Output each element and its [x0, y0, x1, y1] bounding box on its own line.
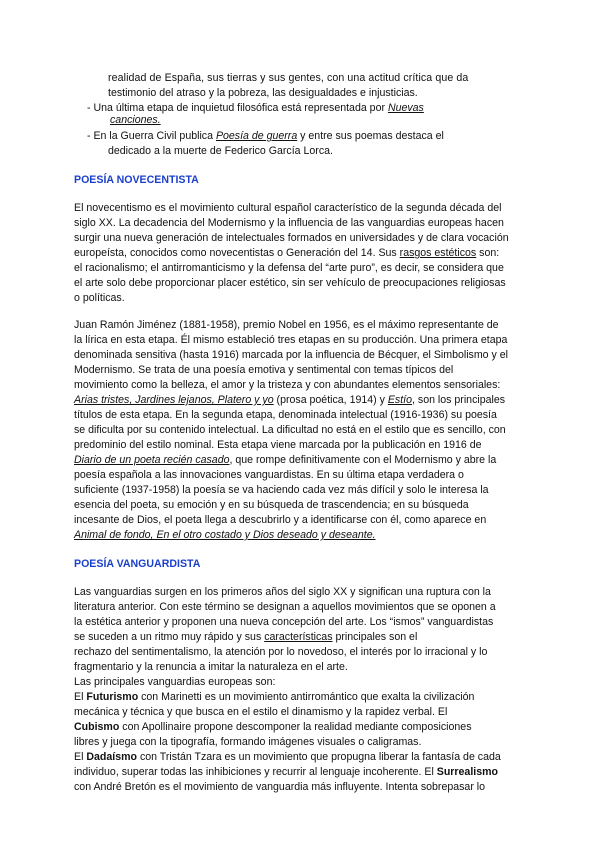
- book-title-continuation: canciones.: [110, 114, 161, 126]
- term-surrealismo: Surrealismo: [436, 766, 498, 778]
- s2p1-line: [74, 750, 501, 764]
- text-run: se suceden a un ritmo muy rápido y sus: [74, 631, 265, 643]
- text-run: literatura anterior. Con este término se designan a aquellos movimientos que se oponen a: [74, 601, 496, 613]
- text-run: mecánica y técnica y que busca en el estilo el dinamismo y la rapidez verbal. El: [74, 706, 448, 718]
- s1p1-line: [74, 291, 125, 305]
- text-run: la estética anterior y proponen una nueva concepción del arte. Los “ismos” vanguardistas: [74, 616, 494, 628]
- text-run: con Apollinaire propone descomponer la realidad mediante composiciones: [119, 721, 472, 733]
- text-run: (prosa poética, 1914) y: [273, 394, 388, 406]
- text-run: movimiento como la belleza, el amor y la tristeza y con abundantes elementos sensoriales:: [74, 379, 501, 391]
- underlined-term-rasgos: rasgos estéticos: [399, 247, 477, 259]
- term-dadaismo: Dadaísmo: [86, 751, 138, 763]
- intro-line-1: [108, 71, 518, 85]
- text-run: son:: [476, 247, 500, 259]
- text-run: el arte solo debe proporcionar placer estético, sin ser vehículo de preocupaciones religiosas: [74, 277, 506, 289]
- s1p2-line: [74, 483, 489, 497]
- book-title-estio: Estío: [387, 394, 413, 406]
- term-futurismo: Futurismo: [86, 691, 139, 703]
- text-run: libres y juega con la tipografía, formando imágenes visuales o caligramas.: [74, 736, 422, 748]
- text-run: suficiente (1937-1958) la poesía se va haciendo cada vez más difícil y solo le interesa la: [74, 484, 489, 496]
- text-run: con André Bretón es el movimiento de vanguardia más influyente. Intenta sobrepasar lo: [74, 781, 486, 793]
- s1p2-line: [74, 438, 482, 452]
- text-run: la lírica en esta etapa. Él mismo estableció tres etapas en su producción. Una primera etapa: [74, 334, 508, 346]
- term-cubismo: Cubismo: [74, 721, 120, 733]
- intro-line-6: [108, 144, 333, 158]
- text-run: europeísta, conocidos como novecentistas o Generación del 14. Sus: [74, 247, 400, 259]
- s1p2-line: [74, 423, 506, 437]
- text-run: surgir una nueva generación de intelectuales formados en universidades y de clara vocación: [74, 232, 509, 244]
- s2p1-line: [74, 675, 275, 689]
- text-run: y entre sus poemas destaca el: [297, 130, 444, 142]
- text-run: Las vanguardias surgen en los primeros años del siglo XX y significan una ruptura con la: [74, 586, 491, 598]
- s1p2-line: [74, 348, 508, 362]
- text-run: se dificulta por su contenido intelectual. La dificultad no está en el estilo que es sencillo, con: [74, 424, 506, 436]
- text-run: siglo XX. La decadencia del Modernismo y la influencia de las vanguardias europeas hacen: [74, 217, 504, 229]
- text-run: - Una última etapa de inquietud filosófica está representada por: [87, 102, 388, 114]
- s2p1-line: [74, 780, 485, 794]
- s2p1-line: [74, 600, 496, 614]
- s1p1-line: [74, 246, 499, 260]
- book-titles-sensitiva: Arias tristes, Jardines lejanos, Platero y yo: [74, 394, 274, 406]
- section-heading-novecentista: POESÍA NOVECENTISTA: [74, 174, 199, 186]
- text-run: individuo, superar todas las inhibiciones y recurrir al lenguaje incoherente. El: [74, 766, 437, 778]
- s2p1-line: [74, 660, 348, 674]
- s1p2-line: [74, 453, 496, 467]
- s1p2-line: [74, 513, 486, 527]
- text-run: títulos de esta etapa. En la segunda etapa, denominada intelectual (1916-1936) su poesía: [74, 409, 497, 421]
- text-run: esencia del poeta, su emoción y en su búsqueda de trascendencia; en su búsqueda: [74, 499, 469, 511]
- s2p1-line: [74, 735, 421, 749]
- text-run: dedicado a la muerte de Federico García Lorca.: [108, 145, 333, 157]
- s2p1-line: [74, 645, 487, 659]
- s1p1-line: [74, 276, 506, 290]
- s1p1-line: [74, 201, 502, 215]
- s2p1-line: [74, 705, 447, 719]
- s2p1-line: [74, 765, 498, 779]
- s1p2-line: [74, 378, 500, 392]
- s1p1-line: [74, 216, 504, 230]
- s2p1-line: [74, 630, 417, 644]
- text-run: testimonio del atraso y la pobreza, las desigualdades e injusticias.: [108, 87, 418, 99]
- text-run: fragmentario y la renuncia a imitar la naturaleza en el arte.: [74, 661, 348, 673]
- text-run: poesía española a las innovaciones vanguardistas. En su última etapa verdadera o: [74, 469, 464, 481]
- text-run: , son los principales: [412, 394, 506, 406]
- text-run: realidad de España, sus tierras y sus gentes, con una actitud crítica que da: [108, 72, 469, 84]
- book-title-diario: Diario de un poeta recién casado: [74, 454, 230, 466]
- s2p1-line: [74, 585, 491, 599]
- text-run: principales son el: [332, 631, 418, 643]
- s1p1-line: [74, 231, 509, 245]
- text-run: rechazo del sentimentalismo, la atención por lo novedoso, el interés por lo irracional y lo: [74, 646, 488, 658]
- intro-line-4: [110, 113, 161, 127]
- text-run: - En la Guerra Civil publica: [87, 130, 216, 142]
- s1p2-line: [74, 363, 453, 377]
- s1p2-line: [74, 393, 505, 407]
- intro-line-2: [108, 86, 418, 100]
- text-run: denominada sensitiva (hasta 1916) marcada por la influencia de Bécquer, el Simbolismo y el: [74, 349, 508, 361]
- text-run: incesante de Dios, el poeta llega a descubrirlo y a identificarse con él, como aparece en: [74, 514, 487, 526]
- text-run: Juan Ramón Jiménez (1881-1958), premio Nobel en 1956, es el máximo representante de: [74, 319, 499, 331]
- s1p1-line: [74, 261, 504, 275]
- book-title-poesia-de-guerra: Poesía de guerra: [215, 130, 298, 142]
- intro-line-5: [87, 129, 444, 143]
- book-title-nuevas-canciones: Nuevas: [387, 102, 424, 114]
- section-heading-vanguardista: POESÍA VANGUARDISTA: [74, 558, 201, 570]
- text-run: El: [74, 751, 87, 763]
- s2p1-line: [74, 690, 474, 704]
- text-run: o políticas.: [74, 292, 125, 304]
- s1p2-line: [74, 498, 469, 512]
- underlined-term-caracteristicas: características: [264, 631, 333, 643]
- s1p2-line: [74, 333, 507, 347]
- s1p2-line: [74, 528, 376, 542]
- text-run: con Marinetti es un movimiento antirromántico que exalta la civilización: [138, 691, 475, 703]
- text-run: con Tristán Tzara es un movimiento que propugna liberar la fantasía de cada: [137, 751, 501, 763]
- text-run: El novecentismo es el movimiento cultural español característico de la segunda década del: [74, 202, 502, 214]
- text-run: el racionalismo; el antirromanticismo y la defensa del “arte puro”, es decir, se considera que: [74, 262, 504, 274]
- s2p1-line: [74, 615, 493, 629]
- s1p2-line: [74, 318, 499, 332]
- text-run: Las principales vanguardias europeas son:: [74, 676, 276, 688]
- text-run: predominio del estilo nominal. Esta etapa viene marcada por la publicación en 1916 de: [74, 439, 482, 451]
- s1p2-line: [74, 408, 497, 422]
- text-run: , que rompe definitivamente con el Modernismo y abre la: [229, 454, 497, 466]
- s2p1-line: [74, 720, 472, 734]
- s1p2-line: [74, 468, 464, 482]
- book-titles-suficiente: Animal de fondo, En el otro costado y Dios deseado y deseante.: [74, 529, 376, 541]
- text-run: Modernismo. Se trata de una poesía emotiva y sentimental con temas típicos del: [74, 364, 454, 376]
- text-run: El: [74, 691, 87, 703]
